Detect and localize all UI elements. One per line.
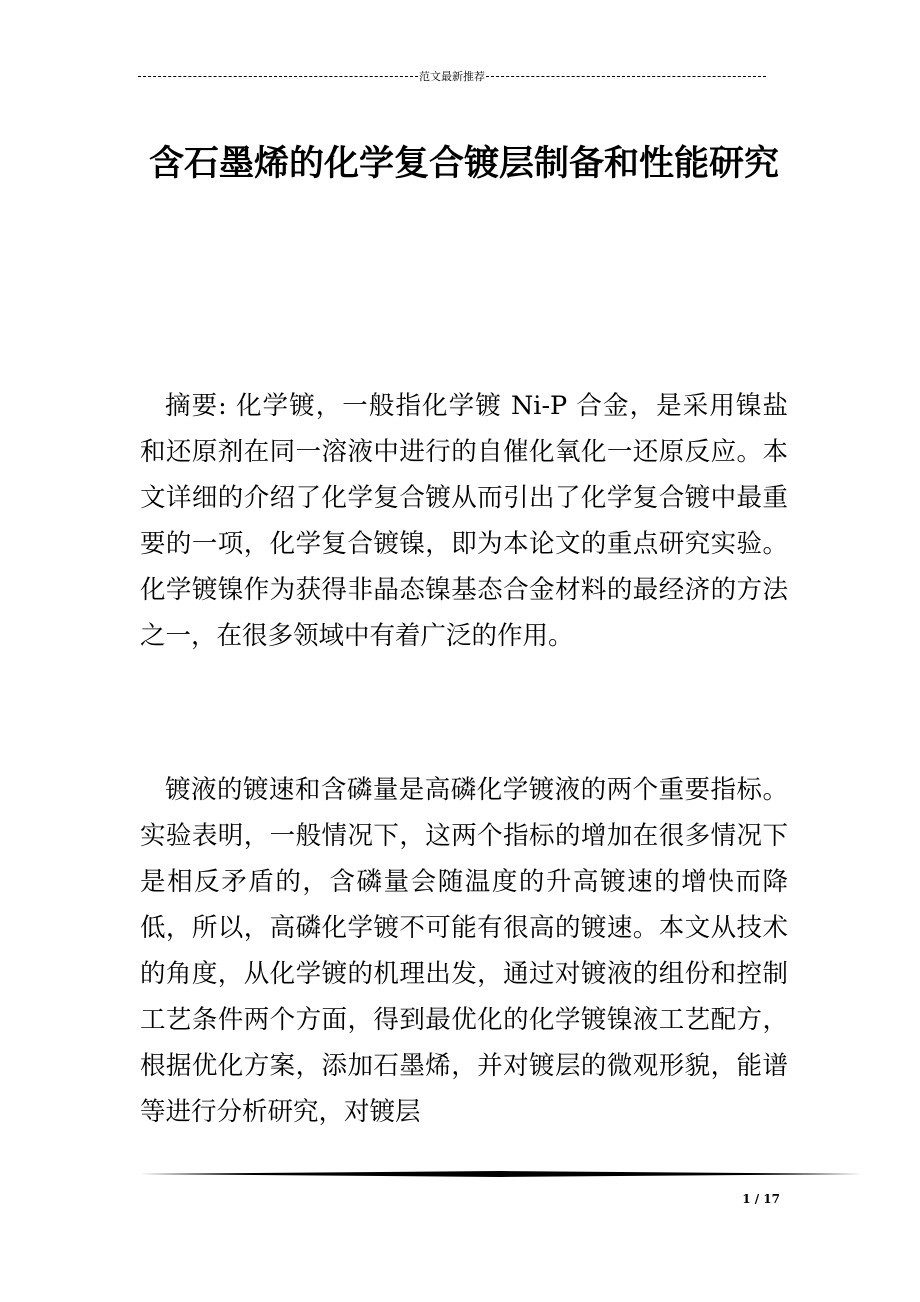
document-title: 含石墨烯的化学复合镀层制备和性能研究: [148, 144, 779, 184]
footer-rule: [140, 1170, 862, 1178]
header-text: 范文最新推荐: [419, 70, 485, 83]
page-header: [138, 66, 766, 86]
body-paragraph: 镀液的镀速和含磷量是高磷化学镀液的两个重要指标。实验表明，一般情况下，这两个指标的增加在很多情况下是相反矛盾的，含磷量会随温度的升高镀速的增快而降低，所以，高磷化学镀不可能有很高的镀速。本文从技术的角度，从化学镀的机理出发，通过对镀液的组份和控制工艺条件两个方面，得到最优化的化学镀镍液工艺配方，根据优化方案，添加石墨烯，并对镀层的微观形貌，能谱等进行分析研究，对镀层: [140, 775, 788, 1127]
abstract-paragraph: 摘要: 化学镀，一般指化学镀 Ni-P 合金，是采用镍盐和还原剂在同一溶液中进行的自催化氧化一还原反应。本文详细的介绍了化学复合镀从而引出了化学复合镀中最重要的一项，化学复合镀镍，即为本论文的重点研究实验。化学镀镍作为获得非晶态镍基态合金材料的最经济的方法之一，在很多领域中有着广泛的作用。: [140, 391, 788, 651]
header-dash-right: [486, 76, 766, 77]
header-dash-left: [138, 76, 418, 77]
page-number: 1 / 17: [742, 1192, 780, 1206]
